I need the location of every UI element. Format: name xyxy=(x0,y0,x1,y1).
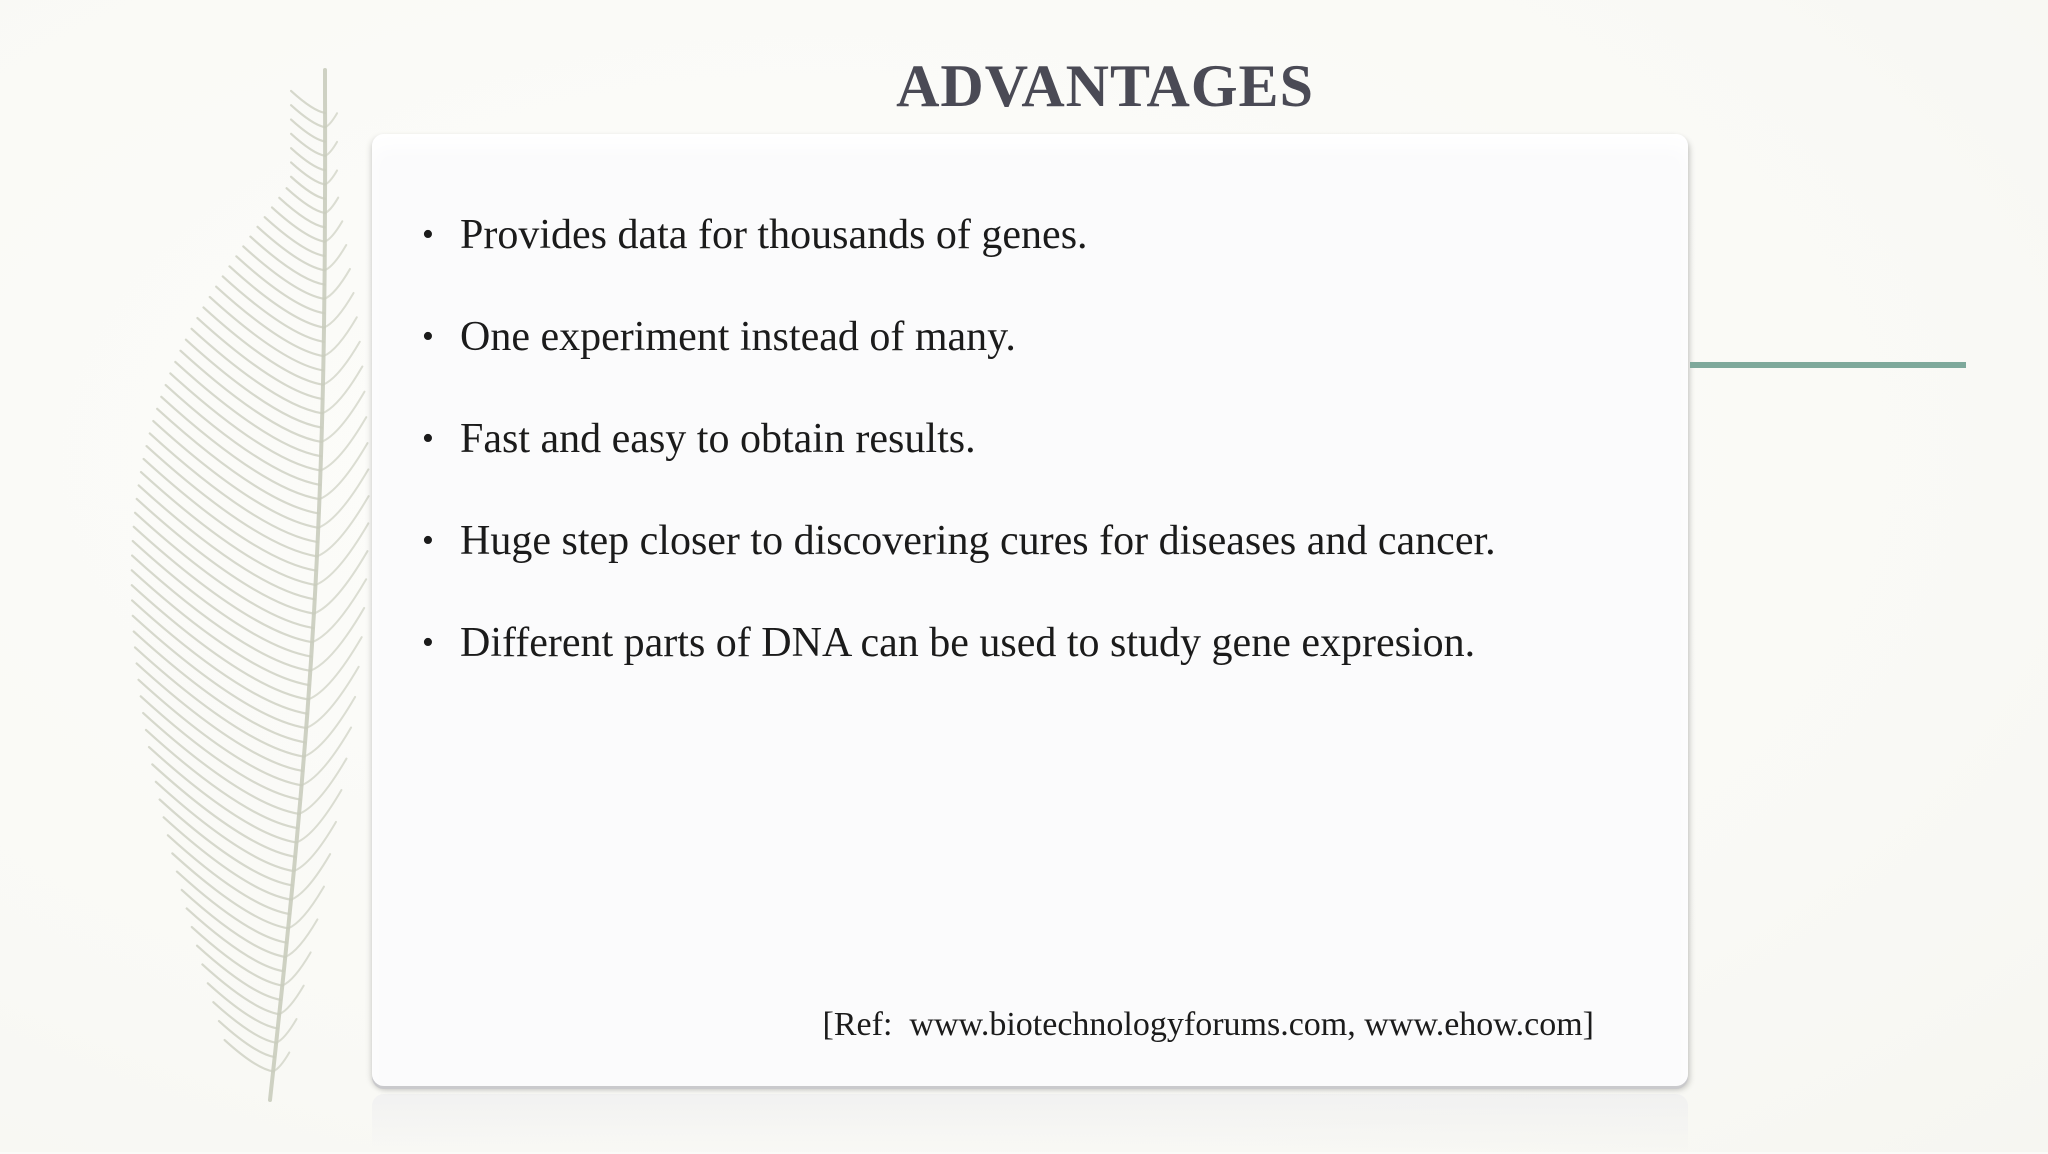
bullet-item xyxy=(372,414,1496,464)
feather-icon xyxy=(60,60,400,1110)
bullet-marker: • xyxy=(422,216,434,253)
card-reflection xyxy=(372,1094,1688,1154)
bullet-text: Provides data for thousands of genes. xyxy=(460,212,1088,258)
bullet-item xyxy=(372,618,1496,668)
accent-line xyxy=(1690,362,1966,368)
content-card xyxy=(372,134,1688,1086)
bullet-marker: • xyxy=(422,522,434,559)
bullet-marker: • xyxy=(422,420,434,457)
bullet-text: Huge step closer to discovering cures for diseases and cancer. xyxy=(460,518,1496,564)
bullet-item xyxy=(372,210,1496,260)
reference-note: [Ref: www.biotechnologyforums.com, www.ehow.com] xyxy=(822,1006,1594,1043)
bullet-list xyxy=(372,210,1496,720)
bullet-item xyxy=(372,516,1496,566)
bullet-item xyxy=(372,312,1496,362)
slide-title: ADVANTAGES xyxy=(896,53,1314,119)
bullet-text: Fast and easy to obtain results. xyxy=(460,416,976,462)
bullet-marker: • xyxy=(422,624,434,661)
bullet-text: Different parts of DNA can be used to study gene expresion. xyxy=(460,620,1476,666)
bullet-text: One experiment instead of many. xyxy=(460,314,1016,360)
bullet-marker: • xyxy=(422,318,434,355)
